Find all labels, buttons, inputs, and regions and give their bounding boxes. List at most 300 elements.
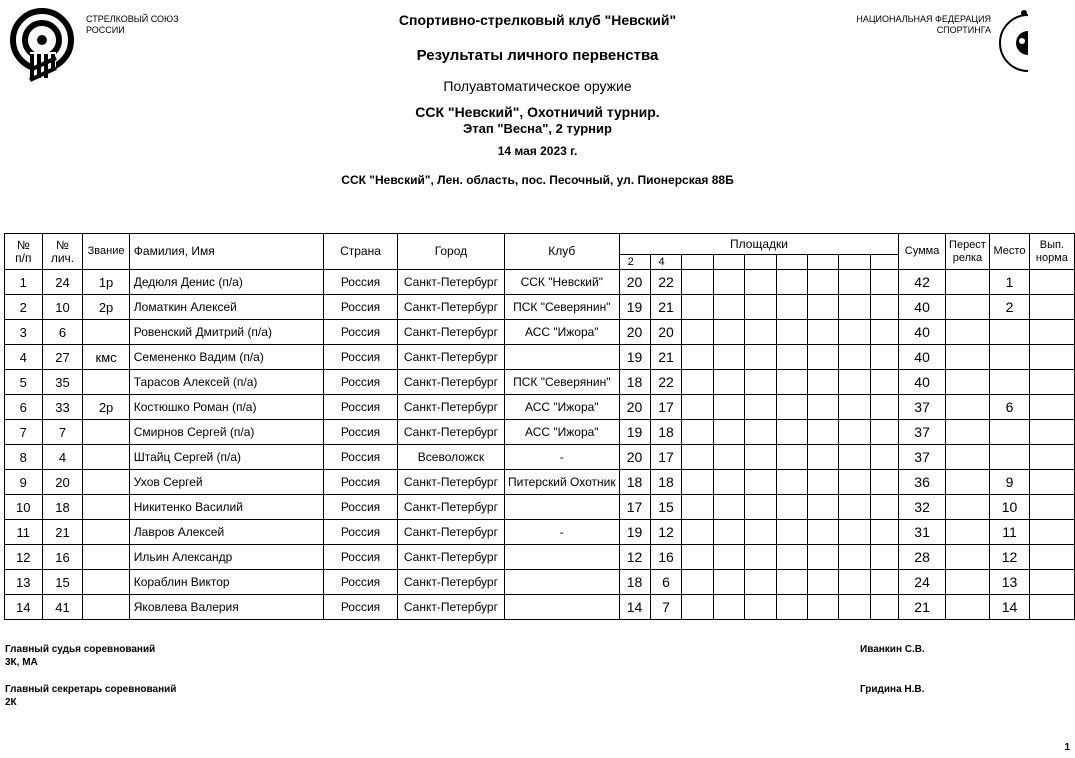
- cell-num: 7: [5, 420, 43, 445]
- cell-station-empty: [870, 445, 899, 470]
- cell-station-score: 6: [650, 570, 682, 595]
- cell-station-empty: [682, 395, 713, 420]
- cell-station-empty: [776, 570, 807, 595]
- cell-station-empty: [682, 420, 713, 445]
- cell-sum: 28: [899, 545, 945, 570]
- cell-station-empty: [745, 520, 776, 545]
- col-sum-header: Сумма: [899, 234, 945, 270]
- cell-station-empty: [870, 370, 899, 395]
- weapon-class: Полуавтоматическое оружие: [443, 78, 632, 94]
- cell-country: Россия: [324, 270, 398, 295]
- cell-name: Ломаткин Алексей: [129, 295, 323, 320]
- cell-city: Санкт-Петербург: [397, 270, 504, 295]
- cell-rank: [83, 570, 129, 595]
- cell-station-empty: [870, 420, 899, 445]
- station-header: [870, 255, 899, 270]
- table-row: [5, 470, 1075, 495]
- cell-shootoff: [945, 295, 990, 320]
- cell-station-empty: [682, 470, 713, 495]
- cell-station-empty: [682, 445, 713, 470]
- cell-country: Россия: [324, 445, 398, 470]
- cell-city: Санкт-Петербург: [397, 395, 504, 420]
- table-row: [5, 320, 1075, 345]
- cell-club: [505, 595, 620, 620]
- cell-station-empty: [870, 270, 899, 295]
- station-header: [808, 255, 839, 270]
- cell-station-empty: [808, 570, 839, 595]
- cell-station-empty: [776, 320, 807, 345]
- cell-shootoff: [945, 345, 990, 370]
- cell-station-empty: [808, 270, 839, 295]
- cell-station-empty: [745, 270, 776, 295]
- cell-country: Россия: [324, 295, 398, 320]
- cell-station-empty: [839, 320, 870, 345]
- cell-name: Семененко Вадим (п/а): [129, 345, 323, 370]
- cell-station-score: 17: [650, 395, 682, 420]
- cell-pers: 35: [42, 370, 83, 395]
- cell-club: -: [505, 520, 620, 545]
- cell-norm: [1029, 495, 1074, 520]
- cell-station-empty: [839, 470, 870, 495]
- cell-station-score: 12: [650, 520, 682, 545]
- cell-pers: 7: [42, 420, 83, 445]
- cell-sum: 37: [899, 445, 945, 470]
- cell-city: Санкт-Петербург: [397, 345, 504, 370]
- col-name-header: Фамилия, Имя: [129, 234, 323, 270]
- cell-shootoff: [945, 495, 990, 520]
- cell-station-empty: [745, 320, 776, 345]
- cell-place: 2: [990, 295, 1030, 320]
- cell-station-empty: [776, 445, 807, 470]
- cell-city: Всеволожск: [397, 445, 504, 470]
- cell-sum: 40: [899, 345, 945, 370]
- cell-station-empty: [776, 295, 807, 320]
- cell-station-score: 21: [650, 295, 682, 320]
- col-country-header: Страна: [324, 234, 398, 270]
- cell-station-empty: [682, 495, 713, 520]
- table-row: [5, 270, 1075, 295]
- club-title: Спортивно-стрелковый клуб "Невский": [398, 12, 677, 28]
- cell-station-score: 18: [619, 470, 650, 495]
- cell-station-empty: [808, 595, 839, 620]
- cell-place: [990, 445, 1030, 470]
- cell-station-empty: [839, 345, 870, 370]
- cell-station-empty: [808, 420, 839, 445]
- cell-city: Санкт-Петербург: [397, 470, 504, 495]
- cell-country: Россия: [324, 420, 398, 445]
- cell-rank: [83, 595, 129, 620]
- chief-secretary: [5, 683, 176, 709]
- cell-name: Яковлева Валерия: [129, 595, 323, 620]
- cell-station-score: 18: [619, 570, 650, 595]
- cell-name: Костюшко Роман (п/а): [129, 395, 323, 420]
- cell-place: [990, 370, 1030, 395]
- cell-station-empty: [839, 545, 870, 570]
- org-left: СТРЕЛКОВЫЙ СОЮЗ РОССИИ: [86, 14, 179, 35]
- cell-station-empty: [745, 470, 776, 495]
- cell-place: 6: [990, 395, 1030, 420]
- cell-station-empty: [745, 445, 776, 470]
- cell-station-empty: [682, 545, 713, 570]
- cell-station-empty: [745, 570, 776, 595]
- cell-station-empty: [745, 395, 776, 420]
- cell-station-score: 20: [619, 270, 650, 295]
- cell-station-empty: [713, 595, 744, 620]
- cell-place: 12: [990, 545, 1030, 570]
- station-header: 2: [619, 255, 650, 270]
- chief-secretary-title: Главный секретарь соревнований: [5, 684, 177, 695]
- cell-station-empty: [776, 495, 807, 520]
- cell-station-empty: [776, 270, 807, 295]
- cell-station-empty: [839, 395, 870, 420]
- cell-name: Кораблин Виктор: [129, 570, 323, 595]
- cell-sum: 42: [899, 270, 945, 295]
- cell-country: Россия: [324, 495, 398, 520]
- cell-place: 9: [990, 470, 1030, 495]
- cell-shootoff: [945, 320, 990, 345]
- cell-norm: [1029, 295, 1074, 320]
- cell-city: Санкт-Петербург: [397, 420, 504, 445]
- table-row: [5, 345, 1075, 370]
- cell-station-empty: [839, 570, 870, 595]
- cell-norm: [1029, 445, 1074, 470]
- cell-norm: [1029, 545, 1074, 570]
- cell-station-empty: [839, 370, 870, 395]
- cell-station-empty: [713, 395, 744, 420]
- cell-sum: 32: [899, 495, 945, 520]
- cell-name: Штайц Сергей (п/а): [129, 445, 323, 470]
- col-club-header: Клуб: [505, 234, 620, 270]
- cell-num: 13: [5, 570, 43, 595]
- cell-rank: 1р: [83, 270, 129, 295]
- cell-station-empty: [839, 295, 870, 320]
- cell-station-empty: [713, 420, 744, 445]
- cell-pers: 24: [42, 270, 83, 295]
- col-pers-header: № лич.: [42, 234, 83, 270]
- cell-norm: [1029, 470, 1074, 495]
- event-stage: Этап "Весна", 2 турнир: [463, 121, 612, 136]
- cell-station-score: 7: [650, 595, 682, 620]
- cell-station-empty: [808, 470, 839, 495]
- cell-station-empty: [870, 495, 899, 520]
- cell-club: ПСК "Северянин": [505, 370, 620, 395]
- cell-sum: 40: [899, 295, 945, 320]
- cell-city: Санкт-Петербург: [397, 370, 504, 395]
- cell-name: Тарасов Алексей (п/а): [129, 370, 323, 395]
- cell-station-empty: [682, 570, 713, 595]
- cell-station-empty: [682, 595, 713, 620]
- cell-country: Россия: [324, 370, 398, 395]
- cell-station-score: 22: [650, 270, 682, 295]
- cell-shootoff: [945, 370, 990, 395]
- col-place-header: Место: [990, 234, 1030, 270]
- cell-rank: [83, 545, 129, 570]
- cell-num: 6: [5, 395, 43, 420]
- cell-pers: 20: [42, 470, 83, 495]
- cell-station-empty: [682, 345, 713, 370]
- cell-place: 14: [990, 595, 1030, 620]
- table-row: [5, 545, 1075, 570]
- cell-city: Санкт-Петербург: [397, 520, 504, 545]
- cell-station-empty: [713, 495, 744, 520]
- table-row: [5, 570, 1075, 595]
- cell-name: Дедюля Денис (п/а): [129, 270, 323, 295]
- cell-station-score: 19: [619, 420, 650, 445]
- chief-judge-name: Иванкин С.В.: [860, 644, 925, 655]
- cell-station-empty: [870, 470, 899, 495]
- cell-rank: [83, 520, 129, 545]
- cell-city: Санкт-Петербург: [397, 295, 504, 320]
- cell-station-empty: [776, 470, 807, 495]
- cell-station-score: 19: [619, 520, 650, 545]
- cell-num: 8: [5, 445, 43, 470]
- cell-club: Питерский Охотник: [505, 470, 620, 495]
- cell-station-empty: [682, 520, 713, 545]
- cell-club: АСС "Ижора": [505, 420, 620, 445]
- cell-city: Санкт-Петербург: [397, 570, 504, 595]
- cell-country: Россия: [324, 395, 398, 420]
- cell-country: Россия: [324, 470, 398, 495]
- cell-shootoff: [945, 595, 990, 620]
- event-name: ССК "Невский", Охотничий турнир.: [415, 104, 660, 120]
- cell-city: Санкт-Петербург: [397, 320, 504, 345]
- cell-station-empty: [682, 320, 713, 345]
- cell-station-empty: [713, 345, 744, 370]
- cell-club: [505, 545, 620, 570]
- col-stations-header: Площадки: [619, 234, 899, 255]
- cell-station-score: 15: [650, 495, 682, 520]
- cell-station-score: 22: [650, 370, 682, 395]
- station-header: [713, 255, 744, 270]
- cell-station-empty: [776, 520, 807, 545]
- cell-norm: [1029, 570, 1074, 595]
- cell-station-empty: [713, 520, 744, 545]
- cell-place: [990, 345, 1030, 370]
- cell-station-empty: [870, 595, 899, 620]
- cell-station-score: 14: [619, 595, 650, 620]
- cell-name: Лавров Алексей: [129, 520, 323, 545]
- cell-club: [505, 495, 620, 520]
- results-table: [4, 233, 1075, 620]
- cell-country: Россия: [324, 545, 398, 570]
- cell-shootoff: [945, 420, 990, 445]
- cell-club: АСС "Ижора": [505, 395, 620, 420]
- cell-country: Россия: [324, 345, 398, 370]
- cell-num: 10: [5, 495, 43, 520]
- cell-city: Санкт-Петербург: [397, 495, 504, 520]
- cell-station-score: 18: [650, 470, 682, 495]
- cell-station-empty: [713, 295, 744, 320]
- cell-station-empty: [808, 320, 839, 345]
- cell-station-score: 17: [650, 445, 682, 470]
- cell-station-empty: [745, 420, 776, 445]
- page-title: Результаты личного первенства: [416, 47, 659, 64]
- page-number: 1: [1064, 742, 1070, 753]
- col-shootoff-header: Перест релка: [945, 234, 990, 270]
- station-header: [745, 255, 776, 270]
- cell-pers: 16: [42, 545, 83, 570]
- cell-shootoff: [945, 545, 990, 570]
- cell-name: Ровенский Дмитрий (п/а): [129, 320, 323, 345]
- station-header: [682, 255, 713, 270]
- cell-sum: 37: [899, 420, 945, 445]
- cell-station-empty: [839, 520, 870, 545]
- cell-pers: 15: [42, 570, 83, 595]
- cell-station-empty: [839, 420, 870, 445]
- cell-norm: [1029, 270, 1074, 295]
- cell-norm: [1029, 370, 1074, 395]
- chief-judge: [5, 643, 155, 669]
- cell-place: [990, 420, 1030, 445]
- cell-shootoff: [945, 445, 990, 470]
- cell-club: [505, 570, 620, 595]
- cell-station-empty: [682, 270, 713, 295]
- cell-place: 11: [990, 520, 1030, 545]
- cell-country: Россия: [324, 595, 398, 620]
- cell-station-empty: [776, 595, 807, 620]
- cell-station-empty: [808, 345, 839, 370]
- cell-station-score: 18: [650, 420, 682, 445]
- col-num-header: № п/п: [5, 234, 43, 270]
- cell-station-empty: [776, 420, 807, 445]
- cell-num: 5: [5, 370, 43, 395]
- cell-rank: [83, 445, 129, 470]
- cell-shootoff: [945, 270, 990, 295]
- cell-station-empty: [808, 495, 839, 520]
- cell-city: Санкт-Петербург: [397, 595, 504, 620]
- cell-pers: 18: [42, 495, 83, 520]
- cell-station-empty: [870, 545, 899, 570]
- cell-shootoff: [945, 470, 990, 495]
- cell-station-empty: [682, 295, 713, 320]
- cell-num: 2: [5, 295, 43, 320]
- cell-station-empty: [870, 570, 899, 595]
- cell-sum: 37: [899, 395, 945, 420]
- cell-pers: 21: [42, 520, 83, 545]
- table-row: [5, 295, 1075, 320]
- cell-rank: кмс: [83, 345, 129, 370]
- cell-club: ССК "Невский": [505, 270, 620, 295]
- cell-pers: 6: [42, 320, 83, 345]
- cell-station-empty: [745, 345, 776, 370]
- cell-pers: 4: [42, 445, 83, 470]
- cell-station-score: 19: [619, 295, 650, 320]
- cell-station-empty: [713, 370, 744, 395]
- cell-station-empty: [745, 370, 776, 395]
- cell-rank: 2р: [83, 395, 129, 420]
- cell-sum: 21: [899, 595, 945, 620]
- cell-name: Ухов Сергей: [129, 470, 323, 495]
- cell-station-empty: [839, 495, 870, 520]
- cell-station-empty: [776, 545, 807, 570]
- cell-norm: [1029, 420, 1074, 445]
- cell-station-empty: [870, 520, 899, 545]
- cell-sum: 40: [899, 370, 945, 395]
- cell-city: Санкт-Петербург: [397, 545, 504, 570]
- table-row: [5, 420, 1075, 445]
- station-header: [776, 255, 807, 270]
- table-row: [5, 395, 1075, 420]
- table-row: [5, 370, 1075, 395]
- cell-num: 14: [5, 595, 43, 620]
- chief-secretary-name: Гридина Н.В.: [860, 684, 925, 695]
- cell-sum: 40: [899, 320, 945, 345]
- cell-num: 9: [5, 470, 43, 495]
- cell-station-empty: [808, 445, 839, 470]
- cell-station-score: 16: [650, 545, 682, 570]
- cell-rank: [83, 320, 129, 345]
- cell-station-empty: [745, 545, 776, 570]
- cell-name: Никитенко Василий: [129, 495, 323, 520]
- cell-shootoff: [945, 395, 990, 420]
- event-venue: ССК "Невский", Лен. область, пос. Песочный, ул. Пионерская 88Б: [341, 173, 734, 187]
- cell-norm: [1029, 595, 1074, 620]
- cell-station-score: 21: [650, 345, 682, 370]
- cell-num: 4: [5, 345, 43, 370]
- table-row: [5, 595, 1075, 620]
- cell-station-score: 18: [619, 370, 650, 395]
- cell-station-empty: [808, 395, 839, 420]
- col-rank-header: Звание: [83, 234, 129, 270]
- cell-station-empty: [839, 270, 870, 295]
- cell-place: [990, 320, 1030, 345]
- cell-sum: 36: [899, 470, 945, 495]
- cell-country: Россия: [324, 520, 398, 545]
- cell-station-empty: [713, 545, 744, 570]
- table-row: [5, 445, 1075, 470]
- cell-club: АСС "Ижора": [505, 320, 620, 345]
- cell-station-empty: [713, 320, 744, 345]
- table-row: [5, 520, 1075, 545]
- chief-secretary-grade: 2К: [5, 697, 17, 708]
- cell-station-empty: [808, 545, 839, 570]
- cell-shootoff: [945, 570, 990, 595]
- cell-norm: [1029, 395, 1074, 420]
- cell-station-score: 20: [619, 320, 650, 345]
- cell-station-empty: [808, 520, 839, 545]
- col-city-header: Город: [397, 234, 504, 270]
- cell-rank: [83, 420, 129, 445]
- col-norm-header: Вып. норма: [1029, 234, 1074, 270]
- cell-norm: [1029, 520, 1074, 545]
- cell-club: [505, 345, 620, 370]
- cell-rank: [83, 370, 129, 395]
- cell-station-empty: [776, 395, 807, 420]
- cell-station-empty: [870, 295, 899, 320]
- cell-name: Ильин Александр: [129, 545, 323, 570]
- cell-station-empty: [870, 395, 899, 420]
- cell-norm: [1029, 345, 1074, 370]
- cell-station-empty: [808, 295, 839, 320]
- table-row: [5, 495, 1075, 520]
- cell-club: -: [505, 445, 620, 470]
- cell-station-empty: [713, 570, 744, 595]
- cell-sum: 24: [899, 570, 945, 595]
- chief-judge-grade: 3К, МА: [5, 657, 38, 668]
- event-date: 14 мая 2023 г.: [497, 144, 578, 158]
- cell-station-score: 20: [650, 320, 682, 345]
- cell-sum: 31: [899, 520, 945, 545]
- cell-pers: 33: [42, 395, 83, 420]
- cell-pers: 27: [42, 345, 83, 370]
- cell-pers: 41: [42, 595, 83, 620]
- cell-country: Россия: [324, 570, 398, 595]
- cell-station-empty: [713, 270, 744, 295]
- cell-place: 1: [990, 270, 1030, 295]
- cell-num: 12: [5, 545, 43, 570]
- cell-pers: 10: [42, 295, 83, 320]
- org-right: НАЦИОНАЛЬНАЯ ФЕДЕРАЦИЯ СПОРТИНГА: [856, 14, 991, 35]
